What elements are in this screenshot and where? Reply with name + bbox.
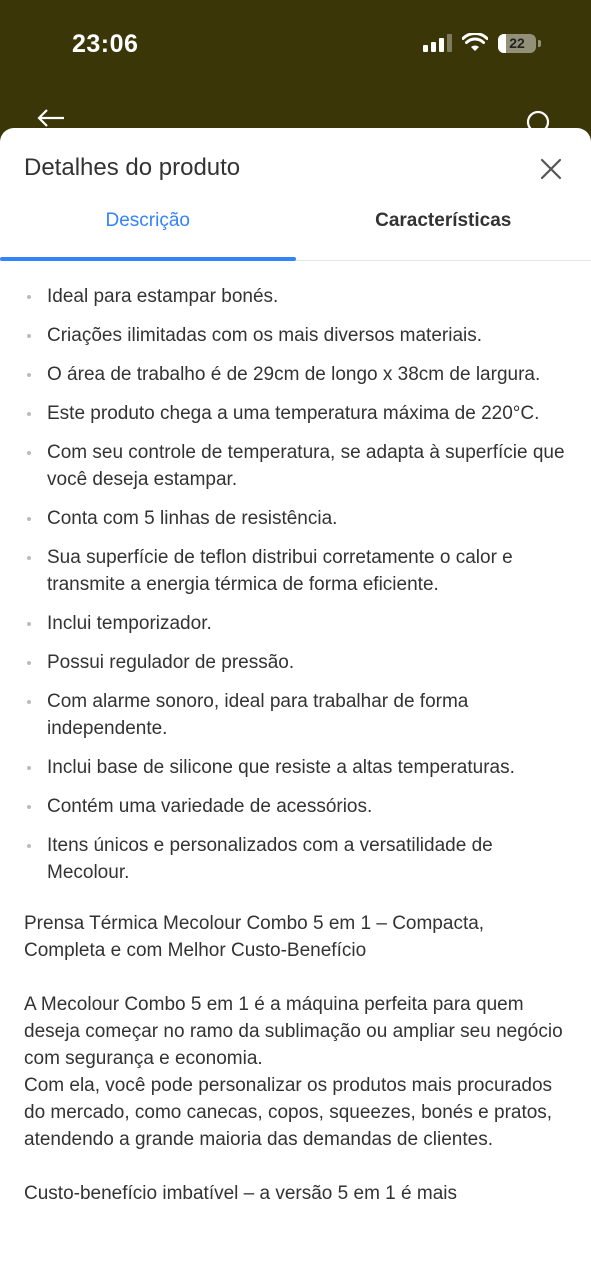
tab-caracteristicas[interactable]: Características — [375, 210, 512, 231]
description-paragraph — [24, 991, 567, 1153]
cellular-signal-icon — [423, 34, 452, 52]
list-item: Possui regulador de pressão. — [24, 649, 567, 676]
battery-level: 22 — [509, 35, 525, 51]
list-item: Itens únicos e personalizados com a versatilidade de Mecolour. — [24, 832, 567, 886]
tabs — [0, 208, 591, 261]
product-details-sheet — [0, 128, 591, 1280]
description-content — [0, 261, 591, 1207]
close-icon[interactable] — [536, 154, 566, 184]
sheet-title: Detalhes do produto — [24, 154, 241, 181]
list-item: Com seu controle de temperatura, se adapta à superfície que você deseja estampar. — [24, 439, 567, 493]
list-item: Contém uma variedade de acessórios. — [24, 793, 567, 820]
list-item: Ideal para estampar bonés. — [24, 283, 567, 310]
list-item: Inclui base de silicone que resiste a altas temperaturas. — [24, 754, 567, 781]
paragraph-text: Com ela, você pode personalizar os produtos mais procurados do mercado, como canecas, copos, squeezes, bonés e pratos, atendendo a grande maioria das demandas de clientes. — [24, 1075, 553, 1150]
battery-icon — [498, 34, 536, 53]
status-bar — [0, 0, 591, 90]
wifi-icon — [462, 33, 488, 53]
search-icon[interactable] — [524, 108, 552, 128]
sheet-header — [0, 128, 591, 208]
list-item: Este produto chega a uma temperatura máxima de 220°C. — [24, 400, 567, 427]
active-tab-indicator — [0, 257, 296, 261]
tab-descricao[interactable]: Descrição — [105, 210, 190, 231]
status-time: 23:06 — [72, 30, 139, 58]
back-arrow-icon[interactable] — [36, 108, 66, 128]
status-icons — [423, 33, 541, 53]
list-item: Com alarme sonoro, ideal para trabalhar de forma independente. — [24, 688, 567, 742]
feature-list — [24, 283, 567, 886]
list-item: Criações ilimitadas com os mais diversos materiais. — [24, 322, 567, 349]
description-heading: Prensa Térmica Mecolour Combo 5 em 1 – Compacta, Completa e com Melhor Custo-Benefício — [24, 913, 485, 961]
list-item: Conta com 5 linhas de resistência. — [24, 505, 567, 532]
paragraph-text: A Mecolour Combo 5 em 1 é a máquina perfeita para quem deseja começar no ramo da sublimação ou ampliar seu negócio com segurança e economia. — [24, 994, 563, 1069]
list-item: Sua superfície de teflon distribui corretamente o calor e transmite a energia térmica de forma eficiente. — [24, 544, 567, 598]
description-paragraph: Custo-benefício imbatível – a versão 5 em 1 é mais — [24, 1183, 457, 1204]
list-item: O área de trabalho é de 29cm de longo x 38cm de largura. — [24, 361, 567, 388]
list-item: Inclui temporizador. — [24, 610, 567, 637]
